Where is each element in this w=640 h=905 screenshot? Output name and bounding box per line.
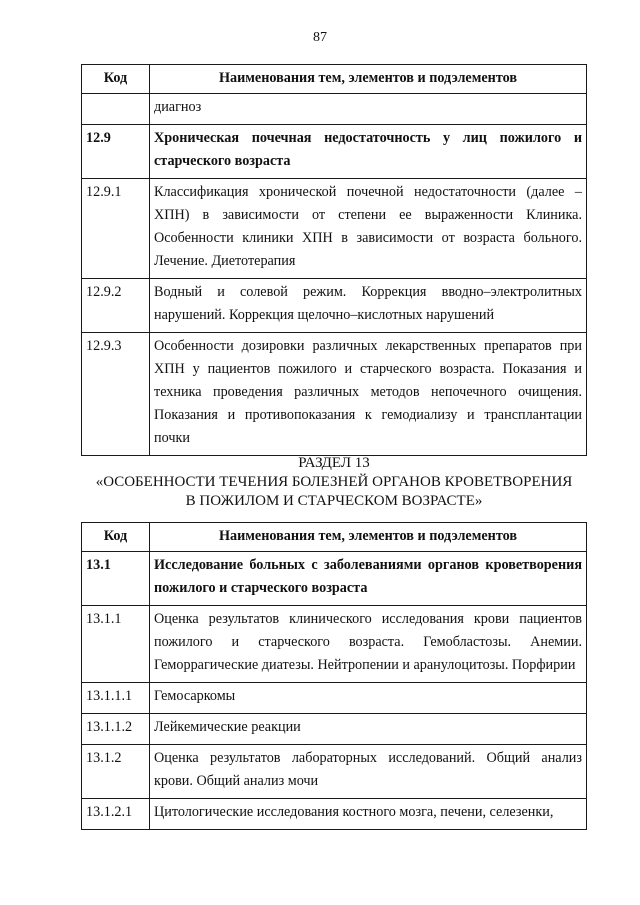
row-name: Гемосаркомы xyxy=(150,683,587,714)
row-code: 12.9 xyxy=(82,125,150,179)
header-name: Наименования тем, элементов и подэлементов xyxy=(150,523,587,552)
table-row xyxy=(82,279,587,333)
table-row xyxy=(82,683,587,714)
table-row xyxy=(82,606,587,683)
section-heading xyxy=(81,454,587,511)
row-name: Исследование больных с заболеваниями органов кроветворения пожилого и старческого возраста xyxy=(150,552,587,606)
curriculum-table-section-13 xyxy=(81,522,587,830)
page-number: 87 xyxy=(313,30,327,45)
row-name: Особенности дозировки различных лекарственных препаратов при ХПН у пациентов пожилого и старческого возраста. Показания и техника проведения различных методов непочечного очищения. Показания и противопоказания к гемодиализу и трансплантации почки xyxy=(150,333,587,456)
row-name: Классификация хронической почечной недостаточности (далее – ХПН) в зависимости от степени ее выраженности Клиника. Особенности клиники ХПН в зависимости от возраста больного. Лечение. Диетотерапия xyxy=(150,179,587,279)
row-name: диагноз xyxy=(150,94,587,125)
header-name: Наименования тем, элементов и подэлементов xyxy=(150,65,587,94)
table-row xyxy=(82,552,587,606)
table-row xyxy=(82,333,587,456)
table-row xyxy=(82,94,587,125)
row-code: 13.1.1 xyxy=(82,606,150,683)
table-row xyxy=(82,125,587,179)
row-name: Лейкемические реакции xyxy=(150,714,587,745)
section-title-line-1: «ОСОБЕННОСТИ ТЕЧЕНИЯ БОЛЕЗНЕЙ ОРГАНОВ КРОВЕТВОРЕНИЯ xyxy=(95,474,573,490)
header-code: Код xyxy=(82,523,150,552)
section-title-line-2: В ПОЖИЛОМ И СТАРЧЕСКОМ ВОЗРАСТЕ» xyxy=(185,493,483,509)
section-number: РАЗДЕЛ 13 xyxy=(298,455,370,471)
row-code: 13.1 xyxy=(82,552,150,606)
table-row xyxy=(82,714,587,745)
row-code: 13.1.2.1 xyxy=(82,799,150,830)
table-header-row xyxy=(82,523,587,552)
row-name: Хроническая почечная недостаточность у лиц пожилого и старческого возраста xyxy=(150,125,587,179)
row-name: Оценка результатов клинического исследования крови пациентов пожилого и старческого возраста. Гемобластозы. Анемии. Геморрагические диатезы. Нейтропении и аранулоцитозы. Порфирии xyxy=(150,606,587,683)
row-code: 12.9.2 xyxy=(82,279,150,333)
row-name: Водный и солевой режим. Коррекция вводно–электролитных нарушений. Коррекция щелочно–кислотных нарушений xyxy=(150,279,587,333)
row-code: 13.1.1.2 xyxy=(82,714,150,745)
table-row xyxy=(82,179,587,279)
table-header-row xyxy=(82,65,587,94)
row-code: 13.1.1.1 xyxy=(82,683,150,714)
table-row xyxy=(82,799,587,830)
curriculum-table-section-12 xyxy=(81,64,587,456)
row-name: Оценка результатов лабораторных исследований. Общий анализ крови. Общий анализ мочи xyxy=(150,745,587,799)
header-code: Код xyxy=(82,65,150,94)
row-code: 12.9.3 xyxy=(82,333,150,456)
table-row xyxy=(82,745,587,799)
row-code xyxy=(82,94,150,125)
row-name: Цитологические исследования костного мозга, печени, селезенки, xyxy=(150,799,587,830)
row-code: 13.1.2 xyxy=(82,745,150,799)
row-code: 12.9.1 xyxy=(82,179,150,279)
